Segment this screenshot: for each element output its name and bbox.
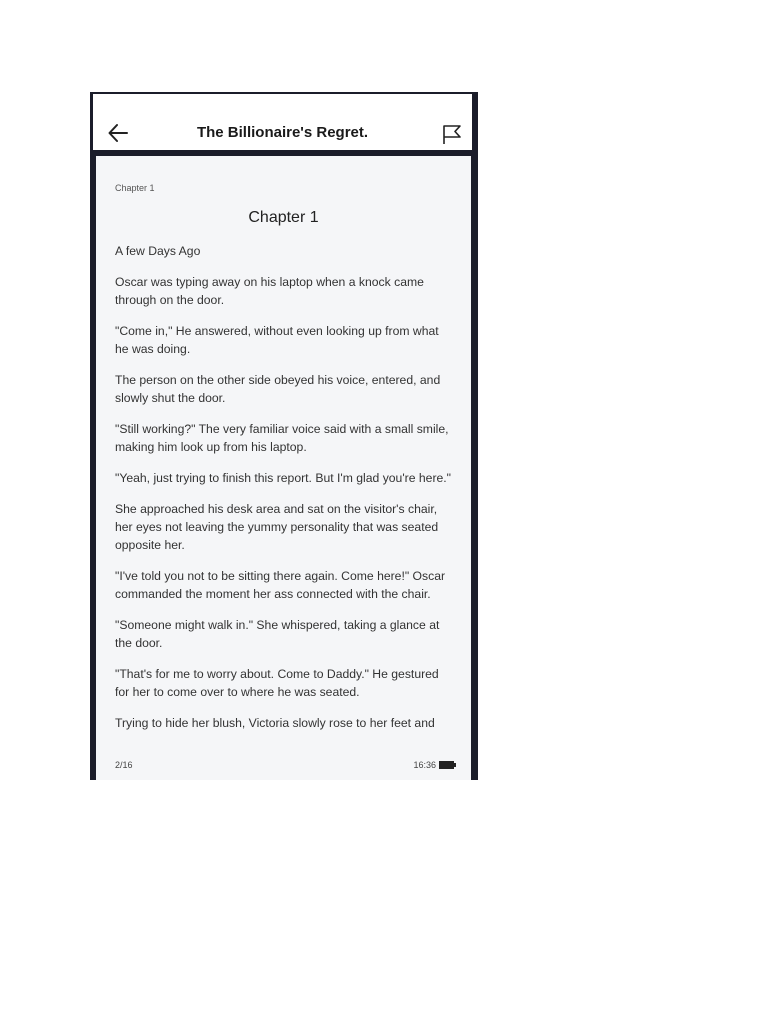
status-area [413,760,454,770]
paragraph: A few Days Ago [115,244,201,258]
clock: 16:36 [413,760,436,770]
reader-page[interactable] [96,156,471,780]
flag-icon [441,123,463,145]
paragraph: The person on the other side obeyed his voice, entered, and slowly shut the door. [115,373,441,405]
arrow-left-icon [107,122,129,144]
paragraph: Trying to hide her blush, Victoria slowly rose to her feet and [115,716,435,730]
report-flag-button[interactable] [441,123,463,145]
page-indicator: 2/16 [115,760,133,770]
chapter-title: Chapter 1 [248,209,319,226]
paragraph: "Still working?" The very familiar voice said with a small smile, making him look up from his laptop. [115,422,449,454]
chapter-content [115,242,451,745]
paragraph: "Yeah, just trying to finish this report. But I'm glad you're here." [115,471,451,485]
back-button[interactable] [107,122,129,144]
paragraph: "I've told you not to be sitting there again. Come here!" Oscar commanded the moment her ass connected with the chair. [115,569,446,601]
paragraph: "Come in," He answered, without even looking up from what he was doing. [115,324,439,356]
running-head: Chapter 1 [115,183,155,193]
battery-icon [439,761,454,769]
book-title: The Billionaire's Regret. [196,124,369,141]
paragraph: "Someone might walk in." She whispered, taking a glance at the door. [115,618,440,650]
phone-frame [90,92,478,780]
paragraph: Oscar was typing away on his laptop when a knock came through on the door. [115,275,424,307]
paragraph: "That's for me to worry about. Come to Daddy." He gestured for her to come over to where he was seated. [115,667,439,699]
reader-header [93,94,472,150]
paragraph: She approached his desk area and sat on the visitor's chair, her eyes not leaving the yummy personality that was seated opposite her. [115,502,439,552]
